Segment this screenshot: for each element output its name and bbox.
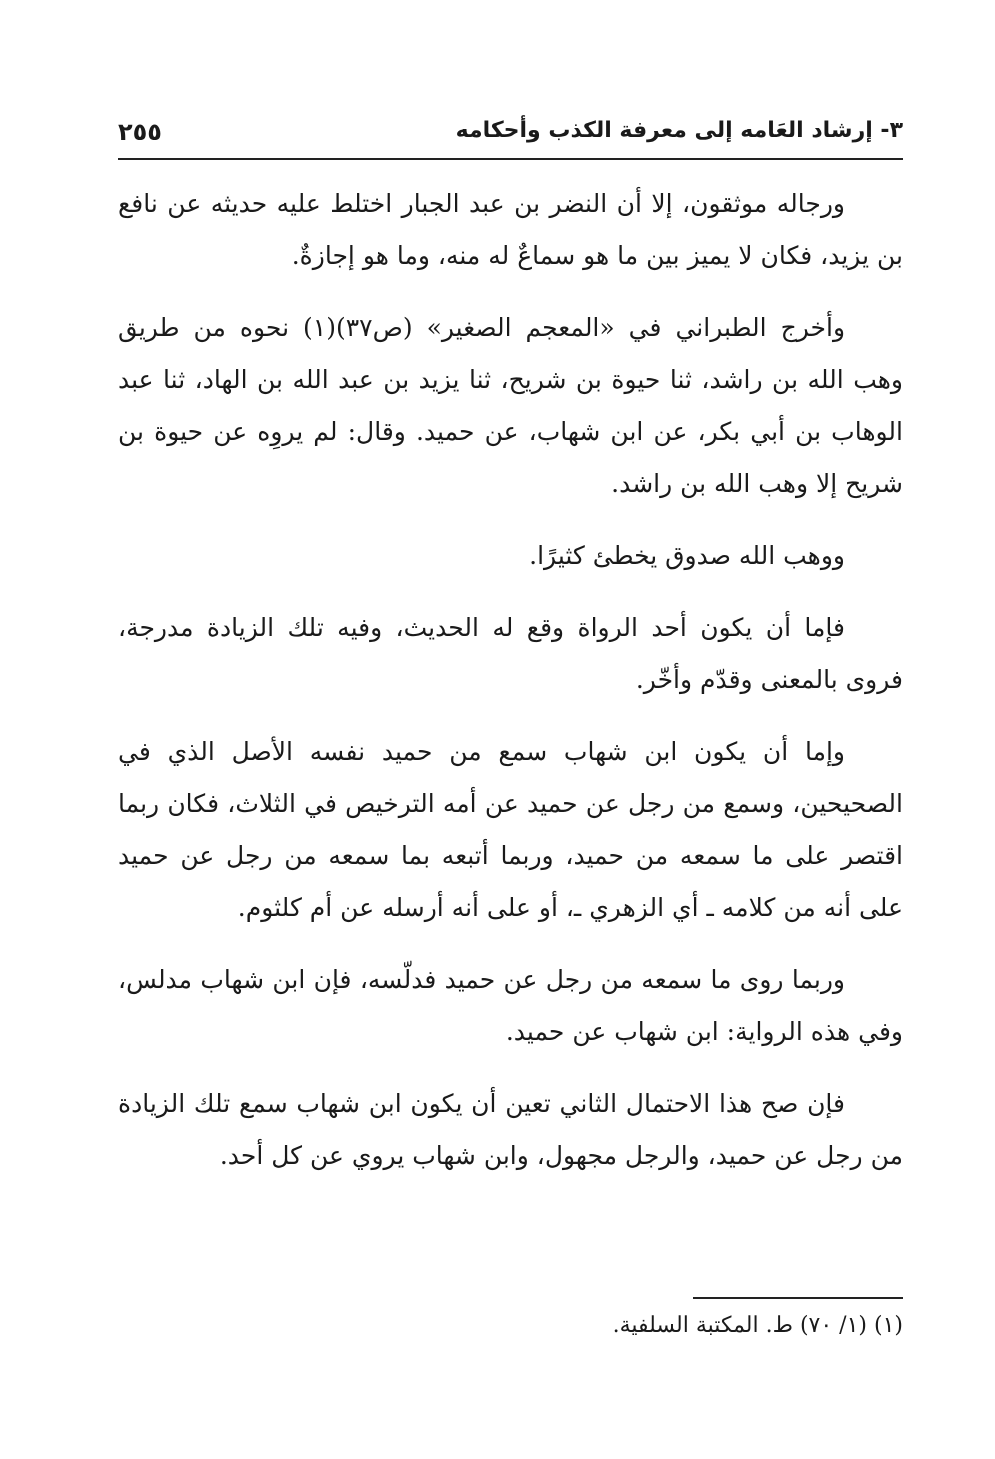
body-text	[118, 178, 903, 1202]
paragraph-2: وأخرج الطبراني في «المعجم الصغير» (ص٣٧)(١) نحوه من طريق وهب الله بن راشد، ثنا حيوة بن شريح، ثنا يزيد بن عبد الله بن الهاد، ثنا عبد الوهاب بن أبي بكر، عن ابن شهاب، عن حميد. وقال: لم يروِه عن حيوة بن شريح إلا وهب الله بن راشد.	[118, 313, 903, 498]
header-rule	[118, 158, 903, 160]
paragraph-1: ورجاله موثقون، إلا أن النضر بن عبد الجبار اختلط عليه حديثه عن نافع بن يزيد، فكان لا يميز بين ما هو سماعٌ له منه، وما هو إجازةٌ.	[118, 189, 903, 270]
paragraph-5: وإما أن يكون ابن شهاب سمع من حميد نفسه الأصل الذي في الصحيحين، وسمع من رجل عن حميد عن أمه الترخيص في الثلاث، فكان ربما اقتصر على ما سمعه من حميد، وربما أتبعه بما سمعه من رجل عن حميد على أنه من كلامه ـ أي الزهري ـ، أو على أنه أرسله عن أم كلثوم.	[118, 737, 903, 922]
footnote-rule	[693, 1297, 903, 1299]
paragraph-7: فإن صح هذا الاحتمال الثاني تعين أن يكون ابن شهاب سمع تلك الزيادة من رجل عن حميد، والرجل مجهول، وابن شهاب يروي عن كل أحد.	[118, 1089, 903, 1170]
running-title: ٣- إرشاد العَامه إلى معرفة الكذب وأحكامه	[455, 118, 903, 143]
paragraph-4: فإما أن يكون أحد الرواة وقع له الحديث، وفيه تلك الزيادة مدرجة، فروى بالمعنى وقدّم وأخّر.	[118, 613, 903, 694]
footnote: (١) (١/ ٧٠) ط. المكتبة السلفية.	[612, 1313, 903, 1338]
page-number: ٢٥٥	[118, 118, 162, 146]
paragraph-6: وربما روى ما سمعه من رجل عن حميد فدلّسه، فإن ابن شهاب مدلس، وفي هذه الرواية: ابن شهاب عن حميد.	[118, 965, 903, 1046]
paragraph-3: ووهب الله صدوق يخطئ كثيرًا.	[529, 541, 845, 570]
page-header	[118, 118, 903, 154]
